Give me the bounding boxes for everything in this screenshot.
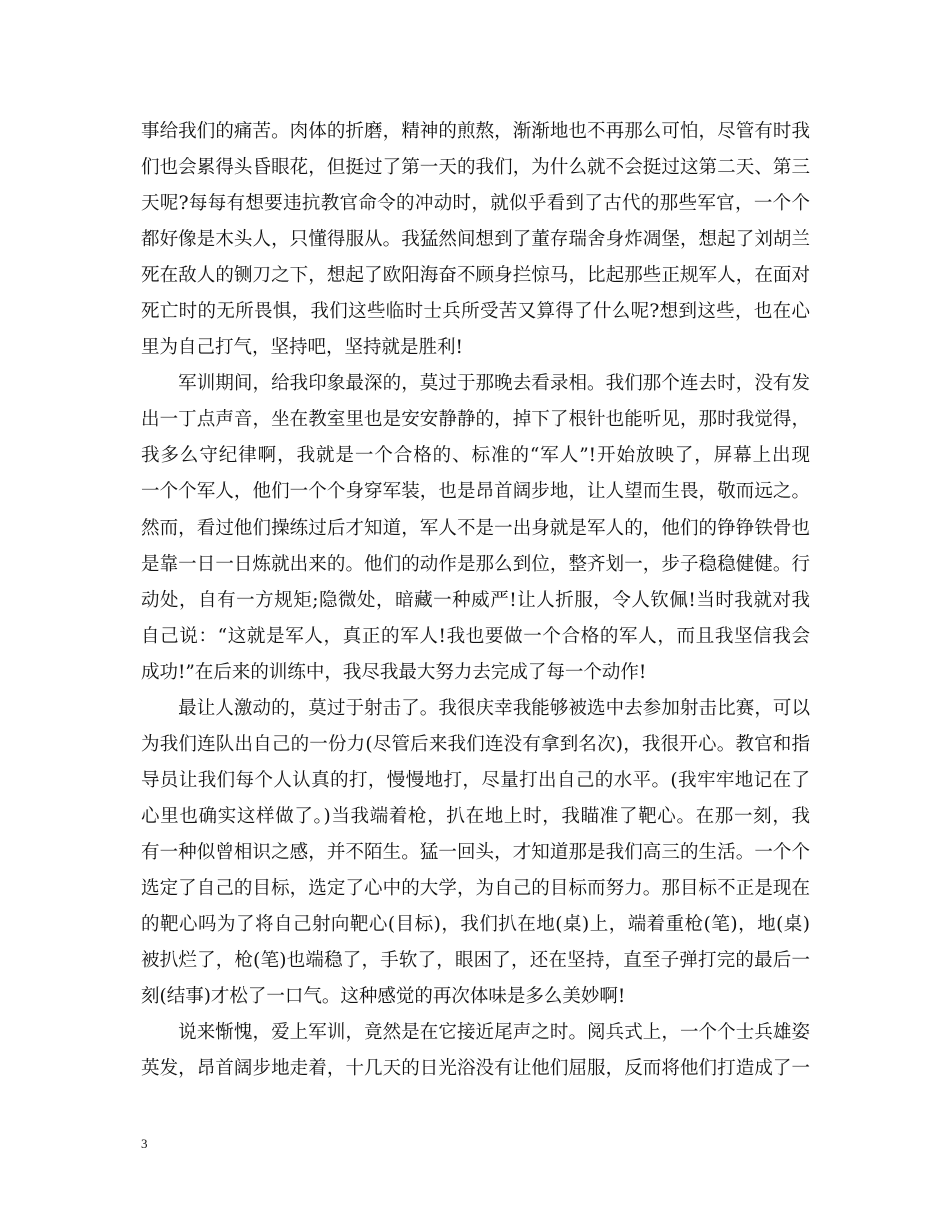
text-line: 我多么守纪律啊，我就是一个合格的、标准的“军人”!开始放映了，屏幕上出现 — [141, 445, 810, 467]
text-line: 们也会累得头昏眼花，但挺过了第一天的我们，为什么就不会挺过这第二天、第三 — [141, 157, 810, 179]
text-line: 心里也确实这样做了。)当我端着枪，扒在地上时，我瞄准了靶心。在那一刻，我 — [141, 805, 810, 827]
text-line: 军训期间，给我印象最深的，莫过于那晚去看录相。我们那个连去时，没有发 — [141, 373, 810, 395]
text-line: 最让人激动的，莫过于射击了。我很庆幸我能够被选中去参加射击比赛，可以 — [141, 697, 810, 719]
text-line: 天呢?每每有想要违抗教官命令的冲动时，就似乎看到了古代的那些军官，一个个 — [141, 193, 810, 215]
text-line: 英发，昂首阔步地走着，十几天的日光浴没有让他们屈服，反而将他们打造成了一 — [141, 1058, 810, 1080]
text-line: 导员让我们每个人认真的打，慢慢地打，尽量打出自己的水平。(我牢牢地记在了 — [141, 769, 810, 791]
text-line: 里为自己打气，坚持吧，坚持就是胜利! — [141, 337, 463, 359]
text-line: 出一丁点声音，坐在教室里也是安安静静的，掉下了根针也能听见，那时我觉得， — [141, 409, 810, 431]
text-line: 刻(结事)才松了一口气。这种感觉的再次体味是多么美妙啊! — [141, 986, 626, 1008]
page-number: 3 — [141, 1136, 148, 1151]
text-line: 动处，自有一方规矩;隐微处，暗藏一种威严!让人折服，令人钦佩!当时我就对我 — [141, 589, 810, 611]
text-line: 然而，看过他们操练过后才知道，军人不是一出身就是军人的，他们的铮铮铁骨也 — [141, 517, 810, 539]
text-line: 是靠一日一日炼就出来的。他们的动作是那么到位，整齐划一，步子稳稳健健。行 — [141, 553, 810, 575]
text-line: 一个个军人，他们一个个身穿军装，也是昂首阔步地，让人望而生畏，敬而远之。 — [141, 481, 810, 503]
text-line: 选定了自己的目标，选定了心中的大学，为自己的目标而努力。那目标不正是现在 — [141, 877, 810, 899]
text-line: 成功!”在后来的训练中，我尽我最大努力去完成了每一个动作! — [141, 661, 647, 683]
text-line: 死在敌人的铡刀之下，想起了欧阳海奋不顾身拦惊马，比起那些正规军人，在面对 — [141, 265, 810, 287]
text-line: 为我们连队出自己的一份力(尽管后来我们连没有拿到名次)，我很开心。教官和指 — [141, 733, 810, 755]
text-line: 被扒烂了，枪(笔)也端稳了，手软了，眼困了，还在坚持，直至子弹打完的最后一 — [141, 950, 810, 972]
text-line: 事给我们的痛苦。肉体的折磨，精神的煎熬，渐渐地也不再那么可怕，尽管有时我 — [141, 121, 810, 142]
text-line: 自己说：“这就是军人，真正的军人!我也要做一个合格的军人，而且我坚信我会 — [141, 625, 810, 647]
text-line: 的靶心吗为了将自己射向靶心(目标)，我们扒在地(桌)上，端着重枪(笔)，地(桌) — [141, 914, 810, 936]
text-line: 死亡时的无所畏惧，我们这些临时士兵所受苦又算得了什么呢?想到这些，也在心 — [141, 301, 810, 323]
text-line: 都好像是木头人，只懂得服从。我猛然间想到了董存瑞舍身炸凋堡，想起了刘胡兰 — [141, 229, 810, 251]
text-line: 有一种似曾相识之感，并不陌生。猛一回头，才知道那是我们高三的生活。一个个 — [141, 841, 810, 863]
body-text — [141, 114, 810, 1087]
text-line: 说来惭愧，爱上军训，竟然是在它接近尾声之时。阅兵式上，一个个士兵雄姿 — [141, 1022, 810, 1044]
